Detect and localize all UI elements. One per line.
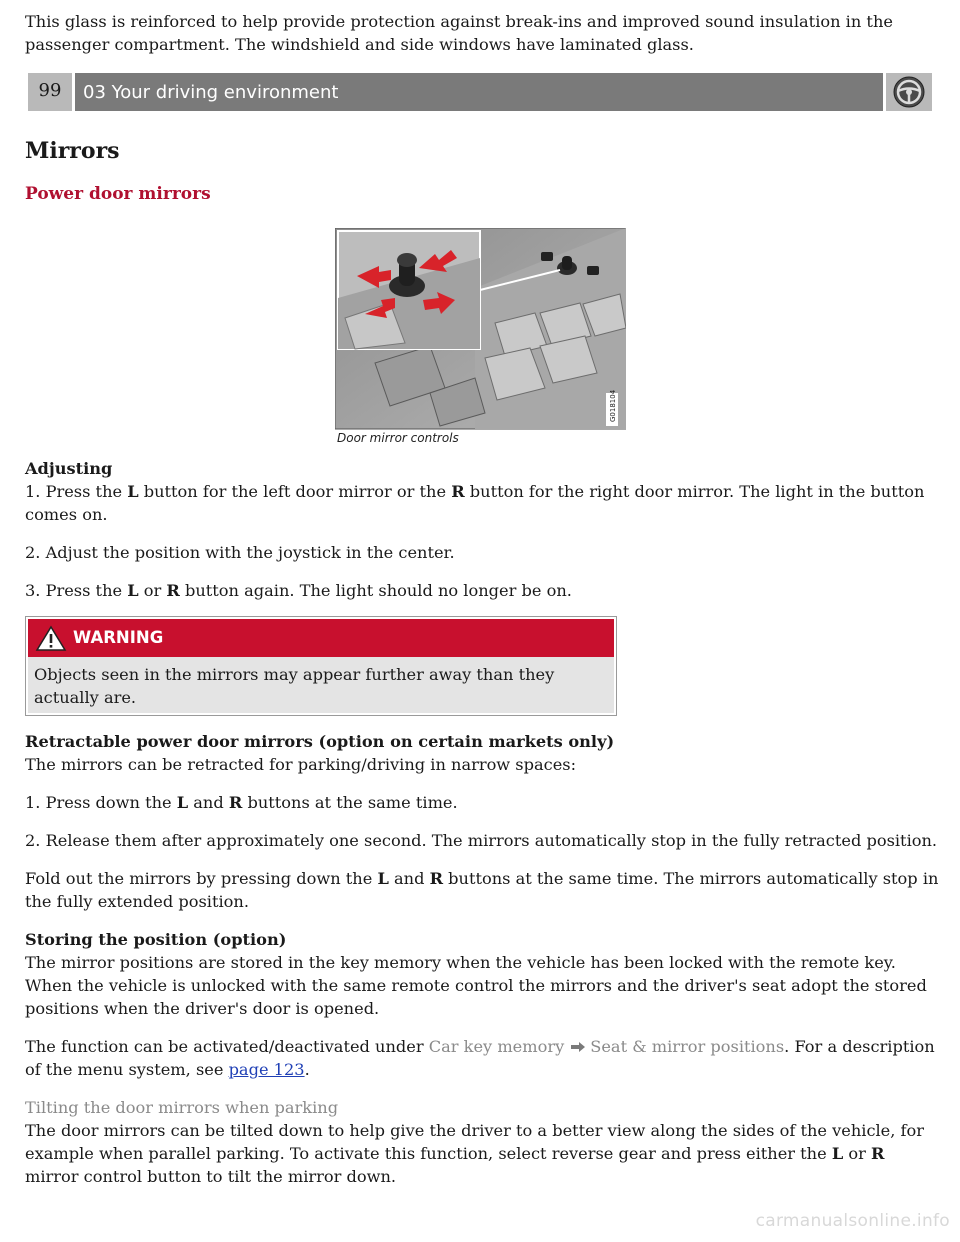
tilting-paragraph: The door mirrors can be tilted down to help give the driver to a better view along the sides of the vehicle, for example when parallel parking. To activate this function, select reverse gear and press either the L or R mirror control button to tilt the mirror down.: [25, 1121, 925, 1186]
retractable-intro: The mirrors can be retracted for parking/driving in narrow spaces:: [25, 755, 577, 774]
adjusting-heading: Adjusting: [25, 459, 113, 478]
foldout-paragraph: Fold out the mirrors by pressing down the L and R buttons at the same time. The mirrors automatically stop in the fully extended position.: [25, 869, 939, 911]
warning-label: WARNING: [73, 628, 164, 647]
retractable-step-2: 2. Release them after approximately one second. The mirrors automatically stop in the fully retracted position.: [25, 831, 938, 850]
chapter-title: 03 Your driving environment: [75, 73, 883, 111]
warning-triangle-icon: [35, 625, 67, 652]
warning-header: [28, 619, 614, 657]
tilting-heading: Tilting the door mirrors when parking: [25, 1098, 339, 1117]
manual-page: [25, 10, 940, 1188]
page-123-link[interactable]: page 123: [228, 1060, 305, 1079]
chapter-header-bar: [25, 73, 940, 111]
menu-car-key-memory: Car key memory: [428, 1037, 565, 1056]
section-title: Mirrors: [25, 138, 120, 164]
watermark: carmanualsonline.info: [755, 1211, 950, 1231]
arrow-right-icon: [570, 1041, 586, 1053]
function-paragraph: The function can be activated/deactivated under Car key memory Seat & mirror positions. For a description of the menu system, see page 123.: [25, 1037, 935, 1079]
subsection-title: Power door mirrors: [25, 184, 211, 204]
steering-wheel-icon: [886, 73, 932, 111]
menu-seat-mirror-positions: Seat & mirror positions: [590, 1037, 785, 1056]
retractable-heading: Retractable power door mirrors (option on certain markets only): [25, 732, 615, 751]
storing-heading: Storing the position (option): [25, 930, 287, 949]
adjusting-step-3: 3. Press the L or R button again. The light should no longer be on.: [25, 581, 572, 600]
warning-text: Objects seen in the mirrors may appear further away than they actually are.: [28, 657, 614, 713]
storing-paragraph: The mirror positions are stored in the key memory when the vehicle has been locked with the remote key. When the vehicle is unlocked with the same remote control the mirrors and the driver's seat adopt the stored positions when the driver's door is opened.: [25, 953, 927, 1018]
retractable-step-1: 1. Press down the L and R buttons at the same time.: [25, 793, 458, 812]
adjusting-step-2: 2. Adjust the position with the joystick in the center.: [25, 543, 455, 562]
figure-code: G018104: [609, 389, 617, 422]
warning-box: [25, 616, 617, 716]
figure-caption: Door mirror controls: [337, 431, 459, 445]
mirror-controls-figure: [335, 228, 626, 451]
adjusting-step-1: 1. Press the L button for the left door mirror or the R button for the right door mirror. The light in the button comes on.: [25, 482, 925, 524]
intro-paragraph: This glass is reinforced to help provide protection against break-ins and improved sound insulation in the passenger compartment. The windshield and side windows have laminated glass.: [25, 12, 893, 54]
page-number: 99: [28, 73, 72, 111]
